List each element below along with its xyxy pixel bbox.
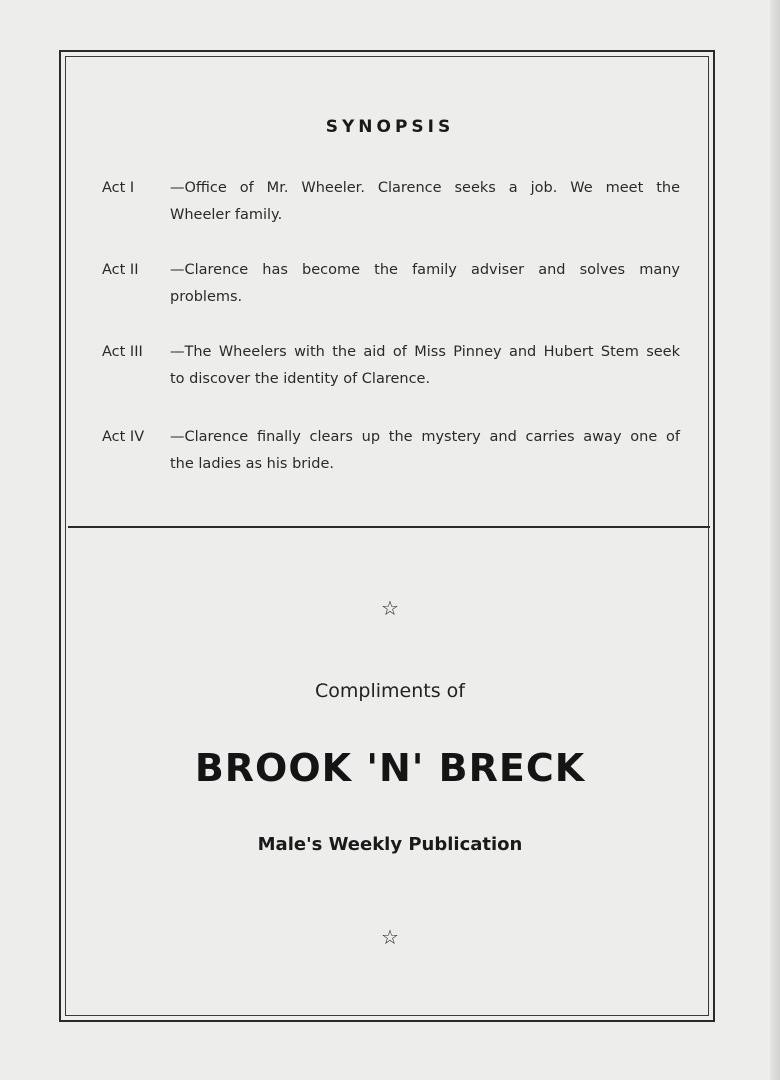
act-label: Act IV xyxy=(102,429,145,445)
brand-tagline: Male's Weekly Publication xyxy=(257,834,523,855)
act-label: Act II xyxy=(102,262,139,278)
act-description-continuation: Wheeler family. xyxy=(170,207,283,223)
act-description-continuation: to discover the identity of Clarence. xyxy=(170,371,431,387)
compliments-text: Compliments of xyxy=(315,680,465,702)
synopsis-act-1 xyxy=(102,175,680,229)
act-label: Act I xyxy=(102,180,135,196)
act-description-line: —Clarence has become the family adviser and solves many xyxy=(170,262,680,278)
act-description-continuation: problems. xyxy=(170,289,243,305)
act-description-line: —Office of Mr. Wheeler. Clarence seeks a job. We meet the xyxy=(170,180,680,196)
section-divider xyxy=(68,526,710,528)
star-ornament-icon: ☆ xyxy=(381,596,399,620)
act-description-continuation: the ladies as his bride. xyxy=(170,456,334,472)
synopsis-heading: SYNOPSIS xyxy=(325,117,455,137)
synopsis-act-2 xyxy=(102,257,680,311)
synopsis-act-4 xyxy=(102,424,680,478)
act-description-line: —Clarence finally clears up the mystery and carries away one of xyxy=(170,429,680,445)
brand-name: BROOK 'N' BRECK xyxy=(194,746,586,790)
synopsis-act-3 xyxy=(102,339,680,393)
act-description-line: —The Wheelers with the aid of Miss Pinney and Hubert Stem seek xyxy=(170,344,680,360)
act-label: Act III xyxy=(102,344,143,360)
star-ornament-icon: ☆ xyxy=(381,925,399,949)
page-edge-shadow xyxy=(770,0,780,1080)
